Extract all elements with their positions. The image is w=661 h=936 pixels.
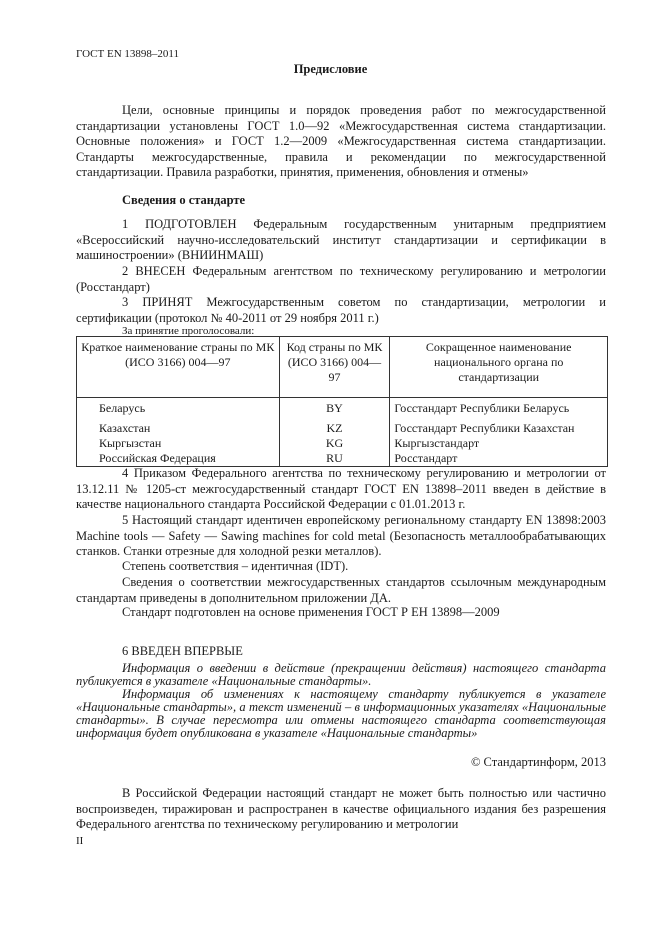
item-5: 5 Настоящий стандарт идентичен европейскому региональному стандарту EN 13898:2003 Machine tools — Safety — Sawing machines for cold metal (Безопасность металлообрабатывающих станков. Станки отрезные для холодной резки металлов).	[76, 513, 606, 558]
section-title: Сведения о стандарте	[122, 193, 246, 207]
item-2: 2 ВНЕСЕН Федеральным агентством по техническому регулированию и метрологии (Росстандарт)	[76, 264, 606, 294]
cell-country: Кыргызстан	[77, 436, 280, 451]
cell-country: Казахстан	[77, 421, 280, 436]
item-5-references: Сведения о соответствии межгосударственных стандартов ссылочным международным стандартам приведены в дополнительном приложении ДА.	[76, 575, 606, 605]
column-header-country: Краткое наименование страны по МК (ИСО 3166) 004—97	[77, 337, 280, 398]
info-entry: Информация о введении в действие (прекращении действия) настоящего стандарта публикуется в указателе «Национальные стандарты».	[76, 661, 606, 688]
cell-code: RU	[279, 451, 390, 467]
cell-body: Госстандарт Республики Казахстан	[390, 421, 608, 436]
item-1: 1 ПОДГОТОВЛЕН Федеральным государственным унитарным предприятием «Всероссийский научно-исследовательский институт стандартизации и сертификации в машиностроении» (ВНИИНМАШ)	[76, 217, 606, 262]
table-row	[77, 451, 608, 467]
cell-code: KZ	[279, 421, 390, 436]
table-header-row	[77, 337, 608, 398]
cell-body: Кыргызстандарт	[390, 436, 608, 451]
cell-code: BY	[279, 398, 390, 422]
table-row	[77, 421, 608, 436]
page-number: II	[76, 835, 84, 847]
table-row	[77, 436, 608, 451]
item-4: 4 Приказом Федерального агентства по техническому регулированию и метрологии от 13.12.11 № 1205-ст межгосударственный стандарт ГОСТ EN 13898–2011 введен в действие в качестве национального стандарта Российской Федерации с 01.01.2013 г.	[76, 466, 606, 511]
page-title: Предисловие	[293, 62, 368, 76]
item-5-basis: Стандарт подготовлен на основе применения ГОСТ Р ЕН 13898—2009	[122, 605, 500, 619]
cell-code: KG	[279, 436, 390, 451]
vote-label: За принятие проголосовали:	[122, 325, 255, 337]
item-5-degree: Степень соответствия – идентичная (IDT).	[122, 559, 349, 573]
column-header-code: Код страны по МК (ИСО 3166) 004—97	[279, 337, 390, 398]
cell-body: Госстандарт Республики Беларусь	[390, 398, 608, 422]
copyright: © Стандартинформ, 2013	[470, 755, 606, 769]
cell-country: Беларусь	[77, 398, 280, 422]
item-3: 3 ПРИНЯТ Межгосударственным советом по стандартизации, метрологии и сертификации (протокол № 40-2011 от 29 ноября 2011 г.)	[76, 295, 606, 325]
column-header-body: Сокращенное наименование национального органа по стандартизации	[390, 337, 608, 398]
countries-table	[76, 336, 608, 467]
cell-body: Росстандарт	[390, 451, 608, 467]
reproduction-notice: В Российской Федерации настоящий стандарт не может быть полностью или частично воспроизведен, тиражирован и распространен в качестве официального издания без разрешения Федерального агентства по техническому регулированию и метрологии	[76, 786, 606, 831]
intro-paragraph: Цели, основные принципы и порядок проведения работ по межгосударственной стандартизации установлены ГОСТ 1.0—92 «Межгосударственная система стандартизации. Основные положения» и ГОСТ 1.2—2009 «Межгосударственная система стандартизации. Стандарты межгосударственные, правила и рекомендации по межгосударственной стандартизации. Правила разработки, принятия, применения, обновления и отмены»	[76, 103, 606, 179]
document-code: ГОСТ EN 13898–2011	[76, 48, 179, 60]
item-6: 6 ВВЕДЕН ВПЕРВЫЕ	[122, 644, 243, 658]
info-changes: Информация об изменениях к настоящему стандарту публикуется в указателе «Национальные стандарты», а текст изменений – в информационных указателях «Национальные стандарты». В случае пересмотра или отмены настоящего стандарта соответствующая информация будет опубликована в указателе «Национальные стандарты»	[76, 687, 606, 740]
cell-country: Российская Федерация	[77, 451, 280, 467]
table-row	[77, 398, 608, 422]
